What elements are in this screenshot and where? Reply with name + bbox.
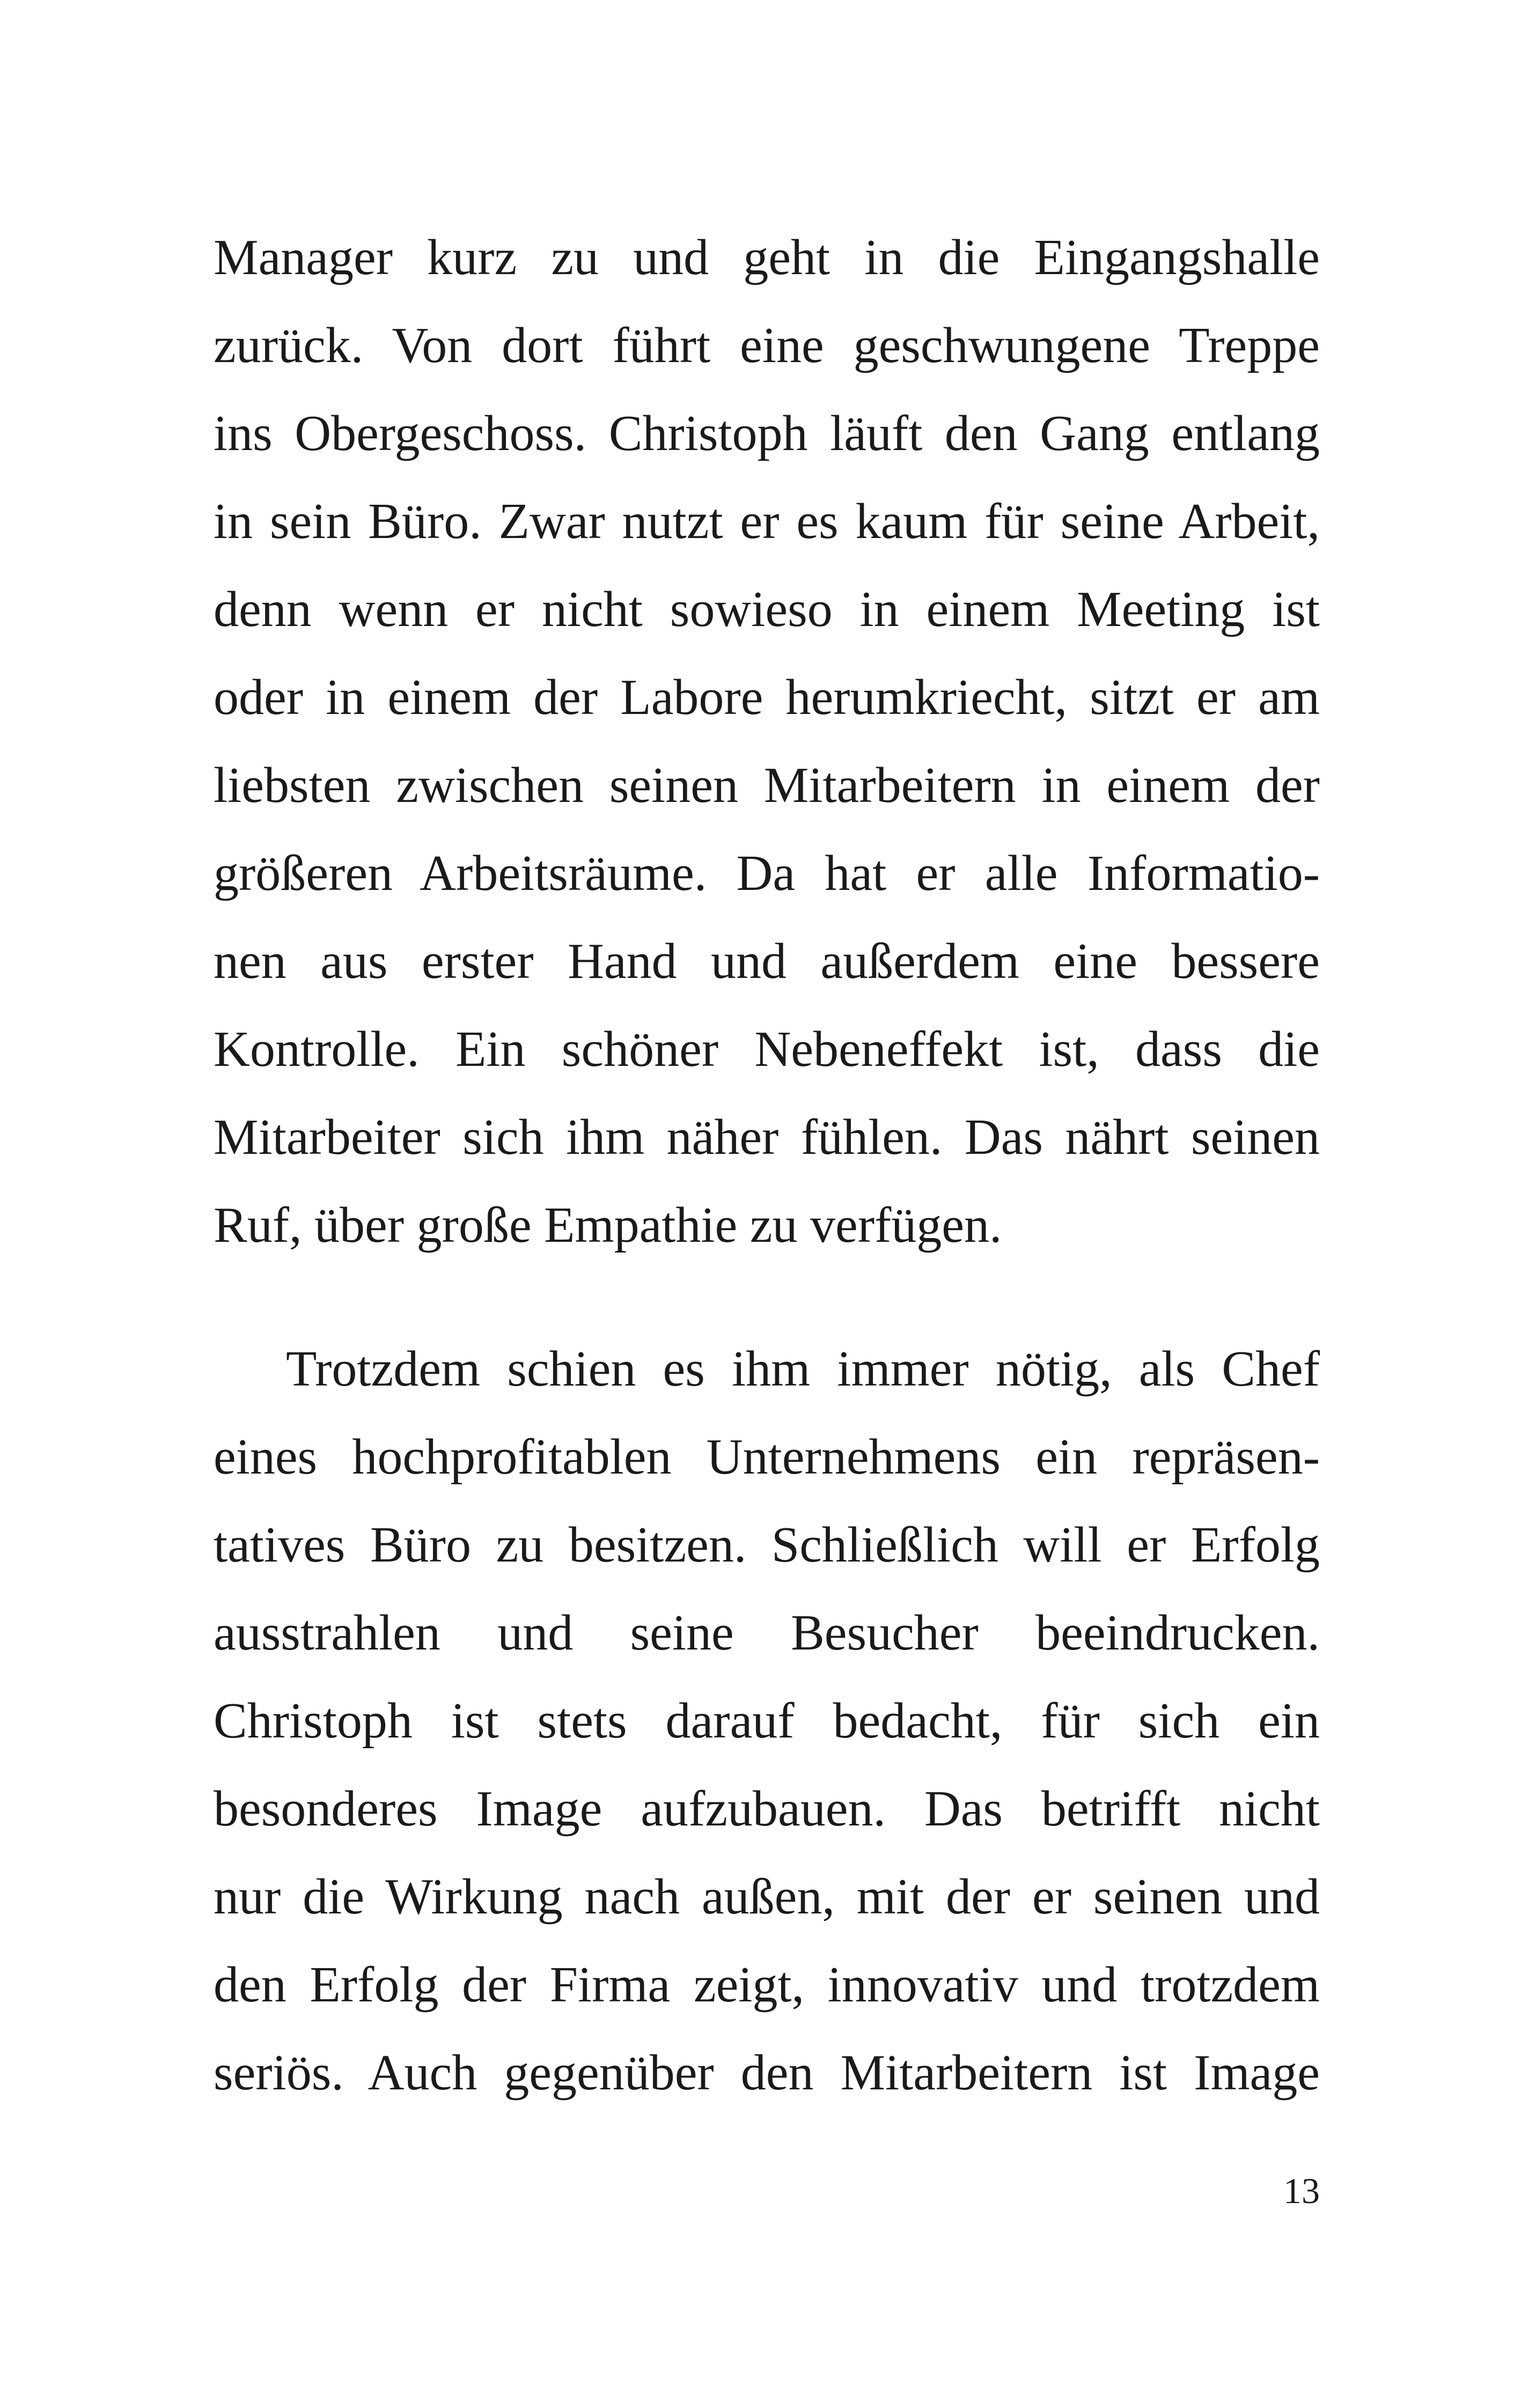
text-line: ausstrahlen und seine Besucher beeindrucken. xyxy=(214,1605,1320,1661)
text-line: besonderes Image aufzubauen. Das betrifft nicht xyxy=(214,1781,1320,1837)
text-line: eines hochprofitablen Unternehmens ein repräsen- xyxy=(214,1429,1320,1485)
text-line: Manager kurz zu und geht in die Eingangshalle xyxy=(214,230,1320,285)
text-line: Trotzdem schien es ihm immer nötig, als Chef xyxy=(286,1341,1320,1397)
text-line: Kontrolle. Ein schöner Nebeneffekt ist, dass die xyxy=(214,1021,1320,1077)
text-line: ins Obergeschoss. Christoph läuft den Gang entlang xyxy=(214,406,1320,461)
text-line: oder in einem der Labore herumkriecht, sitzt er am xyxy=(214,669,1320,725)
text-line: tatives Büro zu besitzen. Schließlich will er Erfolg xyxy=(214,1517,1320,1573)
text-line: denn wenn er nicht sowieso in einem Meeting ist xyxy=(214,581,1320,637)
text-line: Mitarbeiter sich ihm näher fühlen. Das nährt seinen xyxy=(214,1109,1320,1165)
text-line: nen aus erster Hand und außerdem eine bessere xyxy=(214,933,1320,989)
text-line: den Erfolg der Firma zeigt, innovativ und trotzdem xyxy=(214,1957,1320,2013)
paragraph-1 xyxy=(214,213,1320,1269)
text-line: seriös. Auch gegenüber den Mitarbeitern ist Image xyxy=(214,2045,1320,2101)
text-line: Christoph ist stets darauf bedacht, für sich ein xyxy=(214,1693,1320,1749)
text-line: größeren Arbeitsräume. Da hat er alle Informatio- xyxy=(214,845,1320,901)
text-line: zurück. Von dort führt eine geschwungene Treppe xyxy=(214,318,1320,373)
text-line: nur die Wirkung nach außen, mit der er seinen und xyxy=(214,1869,1320,1925)
text-line: Ruf, über große Empathie zu verfügen. xyxy=(214,1197,1002,1253)
text-line: liebsten zwischen seinen Mitarbeitern in einem der xyxy=(214,757,1320,813)
page-number: 13 xyxy=(1283,2170,1320,2211)
paragraph-2 xyxy=(214,1325,1320,2117)
text-line: in sein Büro. Zwar nutzt er es kaum für seine Arbeit, xyxy=(214,494,1320,549)
